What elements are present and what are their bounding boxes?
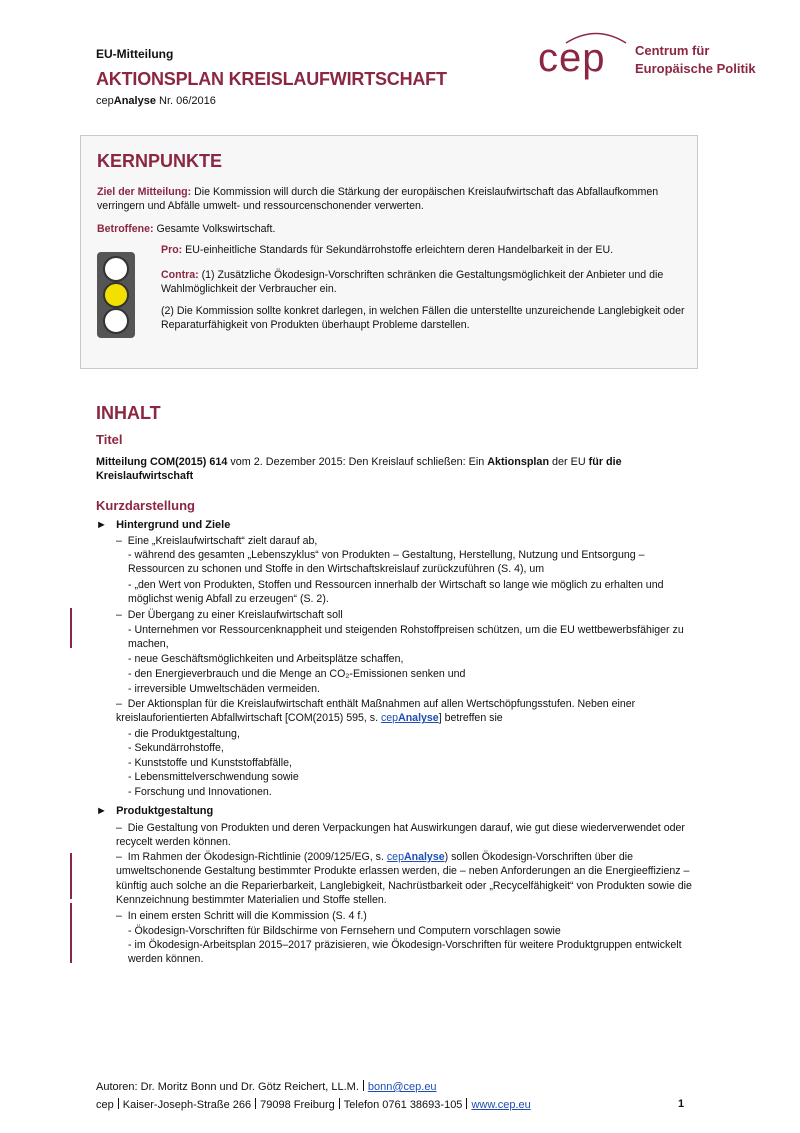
- cep-analyse-link[interactable]: cepAnalyse: [386, 851, 445, 863]
- pro-paragraph: Pro: EU-einheitliche Standards für Sekundärrohstoffe erleichtern deren Handelbarkeit in der EU.: [161, 244, 614, 256]
- list-item: - im Ökodesign-Arbeitsplan 2015–2017 präzisieren, wie Ökodesign-Vorschriften für weitere Produktgruppen entwickelt werden können.: [128, 939, 682, 966]
- analysis-number: cepAnalyse Nr. 06/2016: [96, 95, 216, 107]
- footer-contact: cep Kaiser-Joseph-Straße 266 79098 Freiburg Telefon 0761 38693-105 www.cep.eu: [96, 1099, 531, 1111]
- cep-logo: [538, 30, 758, 90]
- list-item: – Der Aktionsplan für die Kreislaufwirtschaft enthält Maßnahmen auf allen Wertschöpfungsstufen. Neben einer kreislauforientierten Abfallwirtschaft [COM(2015) 595, s. cepAnalyse] betreffen sie: [116, 698, 636, 725]
- titel-heading: Titel: [96, 432, 123, 447]
- list-item: – Eine „Kreislaufwirtschaft“ zielt darauf ab,: [116, 535, 318, 547]
- cep-analyse-link[interactable]: cepAnalyse: [380, 712, 439, 725]
- list-item: – Der Übergang zu einer Kreislaufwirtschaft soll: [116, 609, 343, 621]
- kurzdarstellung-heading: Kurzdarstellung: [96, 498, 195, 513]
- list-item: - Forschung und Innovationen.: [128, 786, 272, 798]
- logo-org-line2: Europäische Politik: [635, 61, 756, 76]
- change-bar: [70, 608, 72, 648]
- bullet-arrow-icon: ►: [96, 805, 107, 817]
- lamp-middle: [103, 282, 129, 308]
- list-item: - Sekundärrohstoffe,: [128, 742, 224, 754]
- list-item: – Im Rahmen der Ökodesign-Richtlinie (2009/125/EG, s. cepAnalyse) sollen Ökodesign-Vorschriften über die umweltschonende Gestaltung bestimmter Produkte erlassen werden, die – neben Anforderungen an die Energieeffizienz – künftig auch solche an die Reparierbarkeit, Langlebigkeit, Nachrüstbarkeit oder „Recycelfähigkeit“ von Produkten sowie die Kennzeichnung bestimmter Materialien und Stoffe stellen.: [116, 851, 692, 907]
- bullet-arrow-icon: ►: [96, 519, 107, 531]
- traffic-light-icon: [97, 252, 135, 338]
- change-bar: [70, 903, 72, 963]
- kernpunkte-box: [80, 135, 698, 369]
- page-title: AKTIONSPLAN KREISLAUFWIRTSCHAFT: [96, 69, 447, 89]
- list-item: - den Energieverbrauch und die Menge an CO₂-Emissionen senken und: [128, 668, 466, 680]
- list-item: – Die Gestaltung von Produkten und deren Verpackungen hat Auswirkungen darauf, wie gut diese wiederverwendet oder recycelt werden können.: [116, 822, 685, 849]
- list-item: - Kunststoffe und Kunststoffabfälle,: [128, 757, 292, 769]
- change-bar: [70, 853, 72, 899]
- section-hintergrund: ► Hintergrund und Ziele: [96, 519, 231, 531]
- inhalt-title: INHALT: [96, 403, 161, 423]
- contra-paragraph-2: (2) Die Kommission sollte konkret darlegen, in welchen Fällen die unterstellte unzureichende Langlebigkeit oder Reparaturfähigkeit von Produkten überhaupt Probleme darstellen.: [161, 305, 685, 332]
- logo-text: cep: [538, 36, 606, 80]
- web-link[interactable]: www.cep.eu: [471, 1099, 531, 1111]
- footer-authors: Autoren: Dr. Moritz Bonn und Dr. Götz Reichert, LL.M. bonn@cep.eu: [96, 1081, 437, 1093]
- list-item: - neue Geschäftsmöglichkeiten und Arbeitsplätze schaffen,: [128, 653, 404, 665]
- list-item: - „den Wert von Produkten, Stoffen und Ressourcen innerhalb der Wirtschaft so lange wie möglich zu erhalten und möglichst wenig Abfall zu erzeugen“ (S. 2).: [128, 579, 664, 606]
- betroffene-paragraph: Betroffene: Gesamte Volkswirtschaft.: [97, 223, 276, 235]
- lamp-bottom: [103, 308, 129, 334]
- page-number: 1: [678, 1098, 685, 1110]
- logo-org-line1: Centrum für: [635, 43, 710, 58]
- email-link[interactable]: bonn@cep.eu: [367, 1081, 437, 1093]
- section-produktgestaltung: ► Produktgestaltung: [96, 805, 214, 817]
- list-item: - während des gesamten „Lebenszyklus“ von Produkten – Gestaltung, Herstellung, Nutzung und Entsorgung – Ressourcen zu schonen und Stoffe in den Wirtschaftskreislauf zurückzuführen (S. 4), um: [128, 549, 645, 576]
- list-item: - die Produktgestaltung,: [128, 728, 240, 740]
- list-item: - Lebensmittelverschwendung sowie: [128, 771, 299, 783]
- ziel-paragraph: Ziel der Mitteilung: Die Kommission will durch die Stärkung der europäischen Kreislaufwirtschaft das Abfallaufkommen verringern und Abfälle umwelt- und ressourcenschonender verwerten.: [97, 186, 659, 213]
- kernpunkte-title: KERNPUNKTE: [97, 151, 223, 171]
- list-item: - Unternehmen vor Ressourcenknappheit und steigenden Rohstoffpreisen schützen, um die EU wettbewerbsfähiger zu machen,: [128, 624, 684, 651]
- list-item: – In einem ersten Schritt will die Kommission (S. 4 f.): [116, 910, 367, 922]
- doc-type: EU-Mitteilung: [96, 47, 174, 61]
- list-item: - Ökodesign-Vorschriften für Bildschirme von Fernsehern und Computern vorschlagen sowie: [128, 925, 561, 937]
- lamp-top: [103, 256, 129, 282]
- list-item: - irreversible Umweltschäden vermeiden.: [128, 683, 320, 695]
- titel-text: Mitteilung COM(2015) 614 vom 2. Dezember 2015: Den Kreislauf schließen: Ein Aktionsplan der EU für die Kreislaufwirtschaft: [96, 456, 622, 483]
- contra-paragraph: Contra: (1) Zusätzliche Ökodesign-Vorschriften schränken die Gestaltungsmöglichkeit der Anbieter und die Wahlmöglichkeit der Verbraucher ein.: [161, 269, 664, 296]
